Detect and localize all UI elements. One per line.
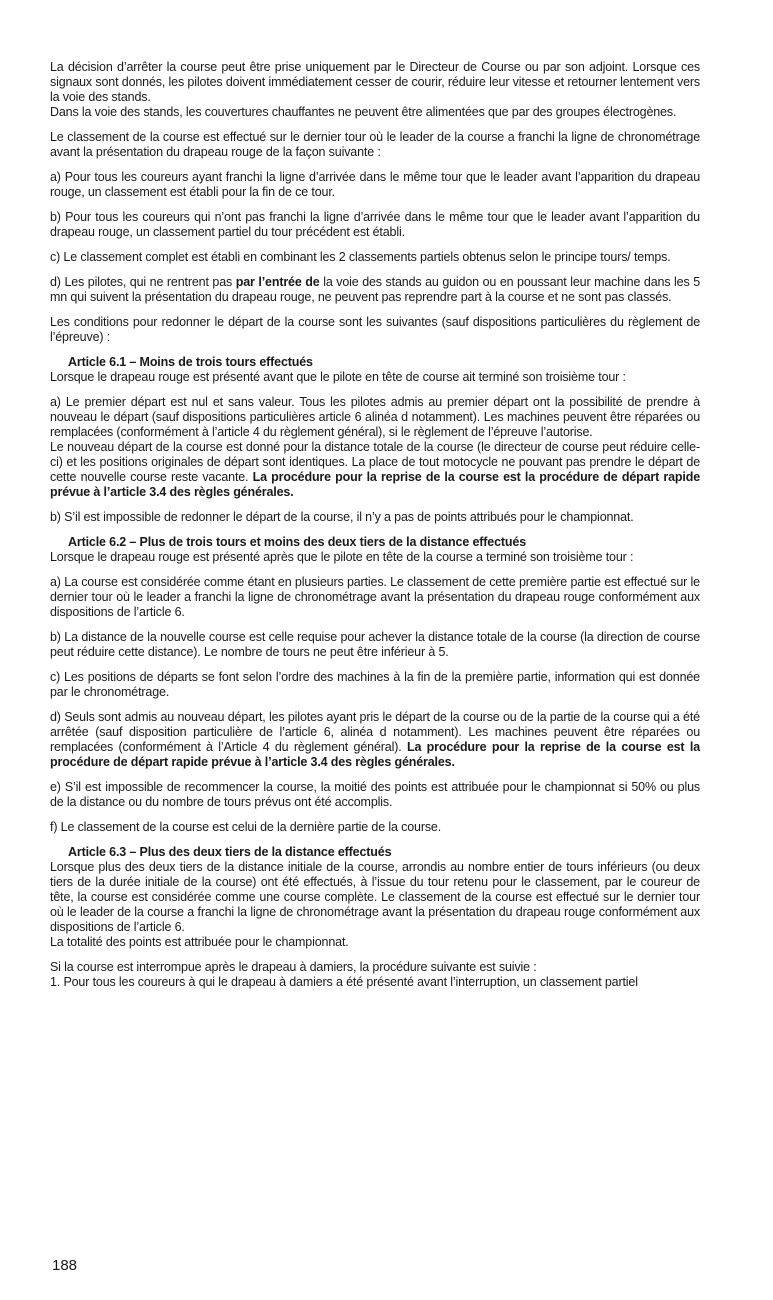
article-6-1-title: Article 6.1 – Moins de trois tours effectués [68, 355, 313, 369]
article-6-1-intro: Lorsque le drapeau rouge est présenté avant que le pilote en tête de course ait terminé son troisième tour : [50, 370, 626, 384]
article-6-3-points: La totalité des points est attribuée pour le championnat. [50, 935, 349, 949]
paragraph-decision: La décision d’arrêter la course peut être prise uniquement par le Directeur de Course ou par son adjoint. Lorsque ces signaux sont donnés, les pilotes doivent immédiatement cesser de courir, réduire leur vitesse et retourner lentement vers la voie des stands. [50, 60, 700, 104]
item-d-text-1: d) Les pilotes, qui ne rentrent pas [50, 275, 236, 289]
article-6-3-title: Article 6.3 – Plus des deux tiers de la distance effectués [68, 845, 392, 859]
document-body [50, 60, 700, 990]
new-start-bold: La procédure pour la reprise de la course est la procédure de départ rapide prévue à l’article 3.4 des règles générales. [50, 470, 700, 499]
paragraph-item-c: c) Le classement complet est établi en combinant les 2 classements partiels obtenus selon le principe tours/ temps. [50, 250, 671, 264]
article-6-2-item-d [50, 710, 700, 770]
article-6-1-item-b: b) S’il est impossible de redonner le départ de la course, il n’y a pas de points attribués pour le championnat. [50, 510, 634, 524]
new-start-text: Le nouveau départ de la course est donné pour la distance totale de la course (le directeur de course peut réduire celle-ci) et les positions originales de départ sont identiques. La place de tout motocycle ne pouvant pas prendre le départ de cette nouvelle course reste vacante. [50, 440, 700, 484]
item-6-2-d-bold: La procédure pour la reprise de la course est la procédure de départ rapide prévue à l’article 3.4 des règles générales. [50, 740, 700, 769]
paragraph-pit-lane: Dans la voie des stands, les couvertures chauffantes ne peuvent être alimentées que par des groupes électrogènes. [50, 105, 677, 119]
article-6-2-item-b: b) La distance de la nouvelle course est celle requise pour achever la distance totale de la course (la direction de course peut réduire cette distance). Le nombre de tours ne peut être inférieur à 5. [50, 630, 700, 659]
article-6-1-item-a: a) Le premier départ est nul et sans valeur. Tous les pilotes admis au premier départ ont la possibilité de prendre à nouveau le départ (sauf dispositions particulières article 6 alinéa d notamment). Les machines peuvent être réparées ou remplacées (conformément à l’article 4 du règlement général), si le règlement de l’épreuve l’autorise. [50, 395, 700, 439]
article-6-2-item-e: e) S’il est impossible de recommencer la course, la moitié des points est attribuée pour le championnat si 50% ou plus de la distance ou du nombre de tours prévus ont été accomplis. [50, 780, 700, 809]
paragraph-restart-conditions: Les conditions pour redonner le départ de la course sont les suivantes (sauf dispositions particulières du règlement de l’épreuve) : [50, 315, 700, 344]
article-6-3-item-1: 1. Pour tous les coureurs à qui le drapeau à damiers a été présenté avant l’interruption, un classement partiel [50, 975, 638, 989]
article-6-2-intro: Lorsque le drapeau rouge est présenté après que le pilote en tête de la course a terminé son troisième tour : [50, 550, 634, 564]
article-6-3-body: Lorsque plus des deux tiers de la distance initiale de la course, arrondis au nombre entier de tours inférieurs (ou deux tiers de la durée initiale de la course) ont été effectués, à l’issue du tour retenu pour le classement, par le coureur de tête, la course est considérée comme une course complète. Le classement de la course est effectué sur le dernier tour où le leader de la course a franchi la ligne de chronométrage avant la présentation du drapeau rouge conformément aux dispositions de l’article 6. [50, 860, 700, 934]
item-d-bold: par l’entrée de [235, 275, 320, 289]
article-6-2-item-c: c) Les positions de départs se font selon l’ordre des machines à la fin de la première partie, information qui est donnée par le chronométrage. [50, 670, 700, 699]
paragraph-item-b: b) Pour tous les coureurs qui n’ont pas franchi la ligne d’arrivée dans le même tour que le leader avant l’apparition du drapeau rouge, un classement partiel du tour précédent est établi. [50, 210, 700, 239]
article-6-2-title: Article 6.2 – Plus de trois tours et moins des deux tiers de la distance effectués [68, 535, 527, 549]
item-6-2-d-text: d) Seuls sont admis au nouveau départ, les pilotes ayant pris le départ de la course ou de la partie de la course qui a été arrêtée (sauf disposition particulière de l’article 6, alinéa d notamment). Les machines peuvent être réparées ou remplacées (conformément à l’Article 4 du règlement général). [50, 710, 700, 754]
article-6-1-new-start [50, 440, 700, 500]
article-6-3-damier: Si la course est interrompue après le drapeau à damiers, la procédure suivante est suivie : [50, 960, 537, 974]
article-6-2-item-f: f) Le classement de la course est celui de la dernière partie de la course. [50, 820, 442, 834]
page-number: 188 [52, 1257, 78, 1274]
paragraph-item-d [50, 275, 700, 305]
paragraph-classification: Le classement de la course est effectué sur le dernier tour où le leader de la course a franchi la ligne de chronométrage avant la présentation du drapeau rouge de la façon suivante : [50, 130, 700, 159]
item-d-text-2: la voie des stands au guidon ou en poussant leur machine dans les 5 mn qui suivent la présentation du drapeau rouge, ne peuvent pas reprendre part à la course et ne sont pas classés. [50, 275, 701, 304]
article-6-2-item-a: a) La course est considérée comme étant en plusieurs parties. Le classement de cette première partie est effectué sur le dernier tour où le leader a franchi la ligne de chronométrage avant la présentation du drapeau rouge conformément aux dispositions de l’article 6. [50, 575, 700, 619]
paragraph-item-a: a) Pour tous les coureurs ayant franchi la ligne d’arrivée dans le même tour que le leader avant l’apparition du drapeau rouge, un classement est établi pour la fin de ce tour. [50, 170, 700, 199]
